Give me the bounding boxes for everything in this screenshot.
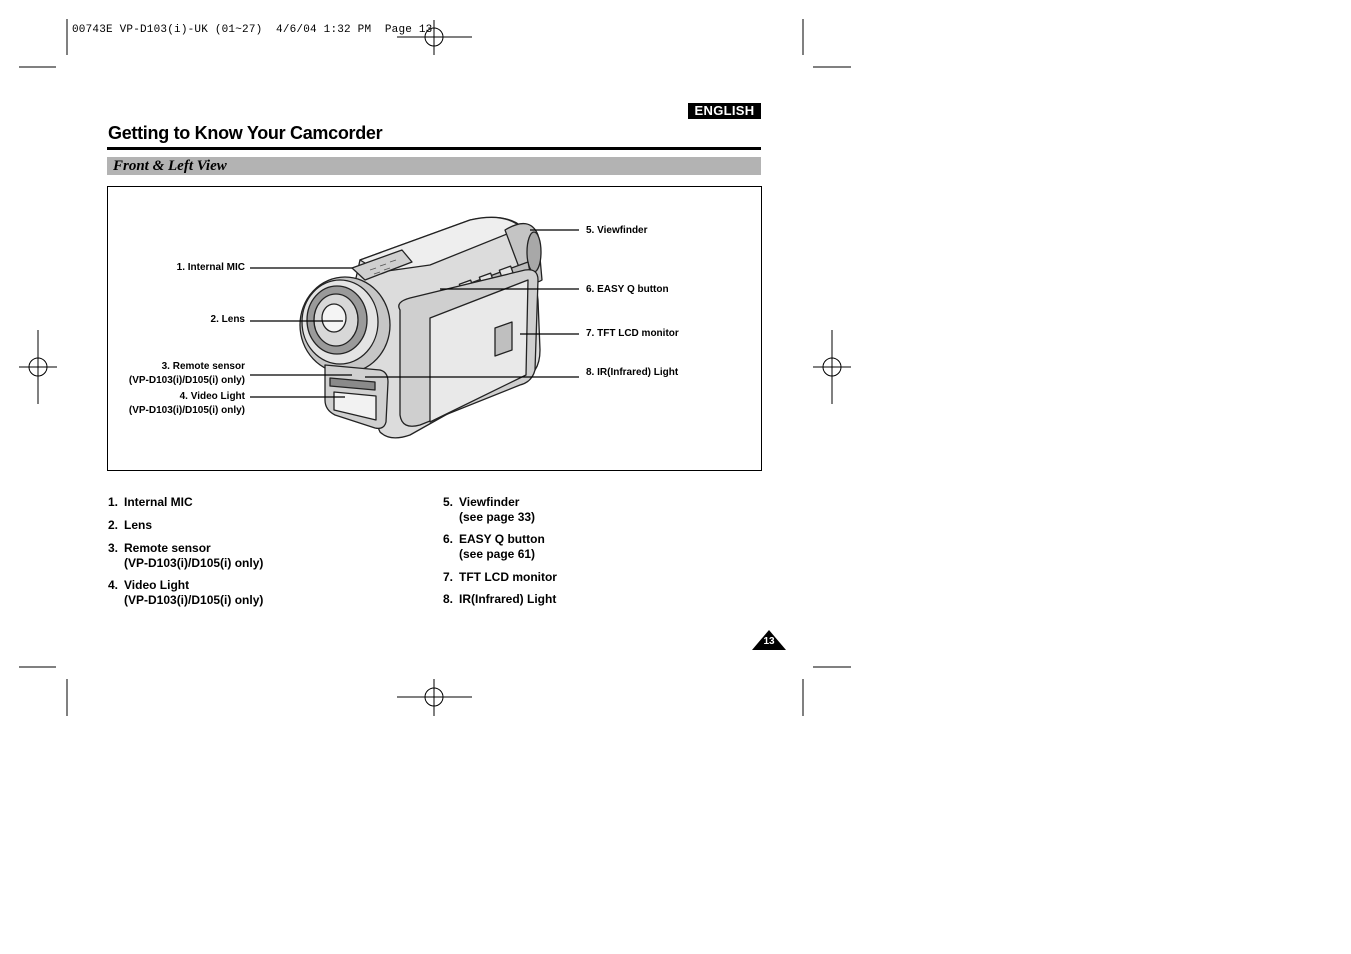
page-title: Getting to Know Your Camcorder	[108, 123, 383, 143]
list-item: 2. Lens	[108, 518, 153, 532]
print-header: 00743E VP-D103(i)-UK (01~27) 4/6/04 1:32 PM Page 13	[72, 24, 433, 36]
callout-viewfinder: 5. Viewfinder	[586, 225, 648, 236]
list-item: 7. TFT LCD monitor	[443, 570, 557, 584]
page-number: 13	[763, 636, 775, 647]
callout-lens: 2. Lens	[210, 314, 245, 325]
callout-easy-q-button: 6. EASY Q button	[586, 284, 669, 295]
language-badge: ENGLISH	[688, 103, 761, 119]
callout-remote-sensor: 3. Remote sensor (VP-D103(i)/D105(i) only)	[128, 361, 245, 386]
list-item: 4. Video Light (VP-D103(i)/D105(i) only)	[108, 578, 264, 607]
list-item: 8. IR(Infrared) Light	[443, 592, 557, 606]
list-item: 5. Viewfinder (see page 33)	[443, 495, 536, 524]
callout-internal-mic: 1. Internal MIC	[176, 262, 245, 273]
list-item: 3. Remote sensor (VP-D103(i)/D105(i) only)	[108, 541, 264, 570]
callout-video-light: 4. Video Light (VP-D103(i)/D105(i) only)	[128, 391, 245, 416]
section-title: Front & Left View	[113, 158, 227, 174]
callout-tft-lcd-monitor: 7. TFT LCD monitor	[586, 328, 679, 339]
list-item: 6. EASY Q button (see page 61)	[443, 532, 545, 561]
callout-ir-light: 8. IR(Infrared) Light	[586, 367, 679, 378]
list-item: 1. Internal MIC	[108, 495, 193, 509]
